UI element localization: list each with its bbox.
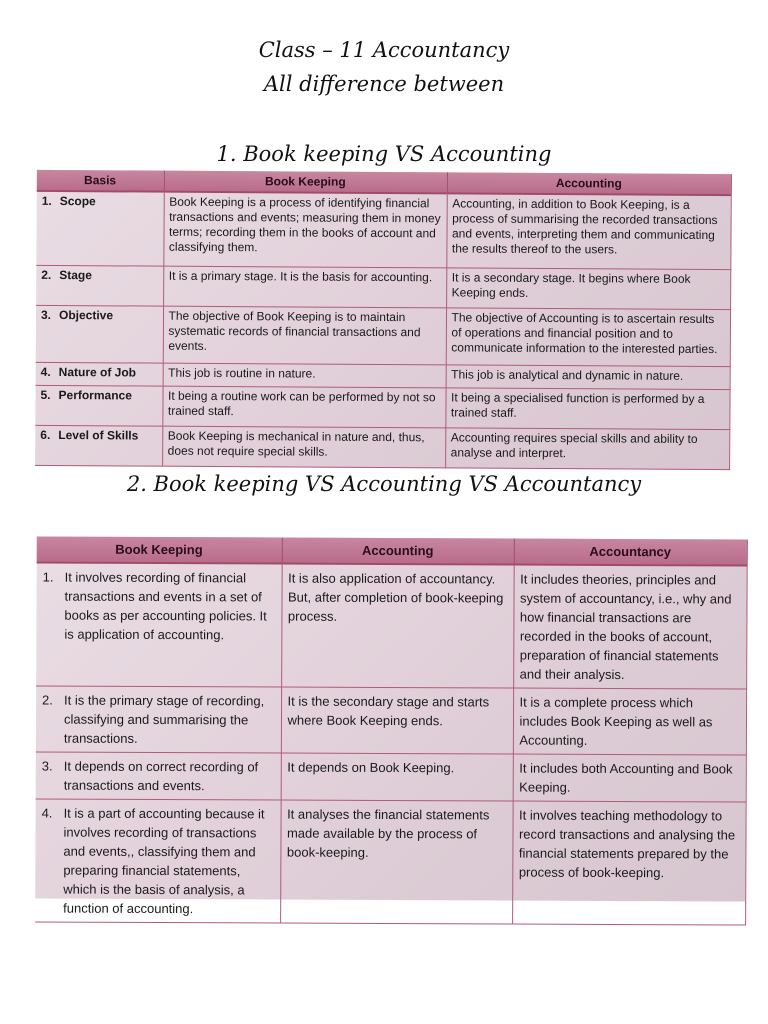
table-row	[36, 686, 746, 755]
basis-label: Objective	[58, 308, 114, 323]
row-number: 1.	[41, 193, 52, 208]
bookkeeping-text: It depends on correct recording of transactions and events.	[63, 758, 259, 794]
section-heading-1: 1. Book keeping VS Accounting	[216, 142, 552, 166]
basis-cell	[36, 306, 163, 364]
row-number: 1.	[42, 569, 54, 585]
bookkeeping-cell	[36, 562, 282, 687]
bookkeeping-cell: The objective of Book Keeping is to maintain systematic records of financial transactions and events.	[163, 306, 446, 365]
accounting-cell: It is also application of accountancy. But, after completion of book-keeping process.	[281, 564, 514, 689]
section-heading-2: 2. Book keeping VS Accounting VS Accountancy	[126, 472, 642, 496]
bookkeeping-cell: Book Keeping is mechanical in nature and, thus, does not require special skills.	[162, 426, 445, 468]
bookkeeping-text: It is a part of accounting because it involves recording of transactions and events,, classifying them and preparing financial statements, which is the basis of analysis, a function of accounting.	[63, 805, 265, 917]
basis-cell	[36, 191, 163, 267]
bookkeeping-cell	[36, 752, 281, 800]
row-number: 4.	[41, 805, 53, 821]
column-header: Accounting	[282, 538, 514, 565]
numbered-item	[42, 756, 275, 795]
numbered-item	[41, 803, 274, 918]
table-row	[36, 752, 746, 802]
row-number: 2.	[42, 692, 53, 708]
table-header-row	[37, 536, 747, 565]
bookkeeping-cell: This job is routine in nature.	[163, 363, 446, 388]
basis-label: Scope	[59, 194, 96, 209]
bookkeeping-cell: It is a primary stage. It is the basis for accounting.	[163, 266, 446, 308]
row-number: 6.	[40, 427, 51, 442]
column-header: Accounting	[447, 172, 731, 195]
accounting-cell: The objective of Accounting is to ascertain results of operations and financial position and to communicate information to the interested parties.	[446, 308, 730, 367]
accounting-cell: It being a specialised function is performed by a trained staff.	[445, 388, 729, 430]
comparison-table-1	[35, 170, 731, 470]
table-row	[36, 191, 730, 270]
page-title-class: Class – 11 Accountancy	[258, 38, 510, 62]
accountancy-cell: It involves teaching methodology to record transactions and analysing the financial statements prepared by the process of book-keeping.	[512, 801, 746, 925]
column-header: Accountancy	[514, 539, 747, 566]
row-number: 5.	[40, 387, 51, 403]
bookkeeping-text: It is the primary stage of recording, classifying and summarising the transactions.	[63, 692, 265, 746]
table-row	[35, 799, 746, 925]
table-row	[36, 306, 730, 367]
numbered-item	[42, 567, 275, 644]
bookkeeping-cell: It being a routine work can be performed by not so trained staff.	[162, 386, 445, 428]
basis-label: Performance	[58, 388, 132, 403]
accounting-cell: This job is analytical and dynamic in nature.	[446, 365, 730, 390]
table-row	[35, 385, 729, 429]
row-number: 3.	[40, 308, 52, 323]
table-row	[36, 562, 747, 689]
basis-cell	[35, 425, 162, 466]
column-header: Book Keeping	[164, 171, 447, 194]
table-photo-bookkeeping-vs-accounting	[35, 170, 731, 470]
basis-cell	[36, 363, 163, 387]
bookkeeping-cell: Book Keeping is a process of identifying financial transactions and events; measuring them in money terms; recording them in the books of account and classifying them.	[163, 192, 446, 268]
row-number: 3.	[41, 758, 53, 774]
table-row	[36, 266, 730, 310]
accountancy-cell: It includes theories, principles and system of accountancy, i.e., why and how financial transactions are recorded in the books of account, preparation of financial statements and their analysis.	[513, 565, 747, 690]
basis-label: Nature of Job	[58, 365, 137, 380]
basis-label: Level of Skills	[58, 428, 139, 443]
table-row	[35, 425, 729, 469]
accounting-cell: It analyses the financial statements made available by the process of book-keeping.	[280, 800, 513, 924]
accounting-cell: It depends on Book Keeping.	[281, 753, 513, 801]
basis-cell	[36, 266, 163, 307]
column-header: Book Keeping	[37, 536, 282, 563]
column-header: Basis	[37, 170, 164, 192]
row-number: 4.	[40, 365, 51, 380]
comparison-table-2	[35, 536, 747, 925]
basis-label: Stage	[59, 268, 92, 283]
bookkeeping-cell	[35, 799, 281, 923]
accountancy-cell: It includes both Accounting and Book Keeping.	[513, 754, 746, 802]
page-subtitle: All difference between	[263, 72, 505, 96]
numbered-item	[42, 690, 275, 748]
table-photo-bookkeeping-vs-accounting-vs-accountancy	[35, 536, 747, 917]
accounting-cell: Accounting, in addition to Book Keeping, is a process of summarising the recorded transactions and events, interpreting them and communicating the results thereof to the users.	[446, 193, 730, 269]
accounting-cell: It is the secondary stage and starts where Book Keeping ends.	[281, 687, 513, 754]
accountancy-cell: It is a complete process which includes Book Keeping as well as Accounting.	[513, 688, 746, 755]
bookkeeping-text: It involves recording of financial transactions and events in a set of books as per accounting policies. It is application of accounting.	[64, 569, 267, 643]
bookkeeping-cell	[36, 686, 281, 753]
accounting-cell: Accounting requires special skills and ability to analyse and interpret.	[445, 428, 729, 470]
row-number: 2.	[41, 268, 52, 283]
basis-cell	[35, 385, 162, 426]
accounting-cell: It is a secondary stage. It begins where Book Keeping ends.	[446, 268, 730, 310]
